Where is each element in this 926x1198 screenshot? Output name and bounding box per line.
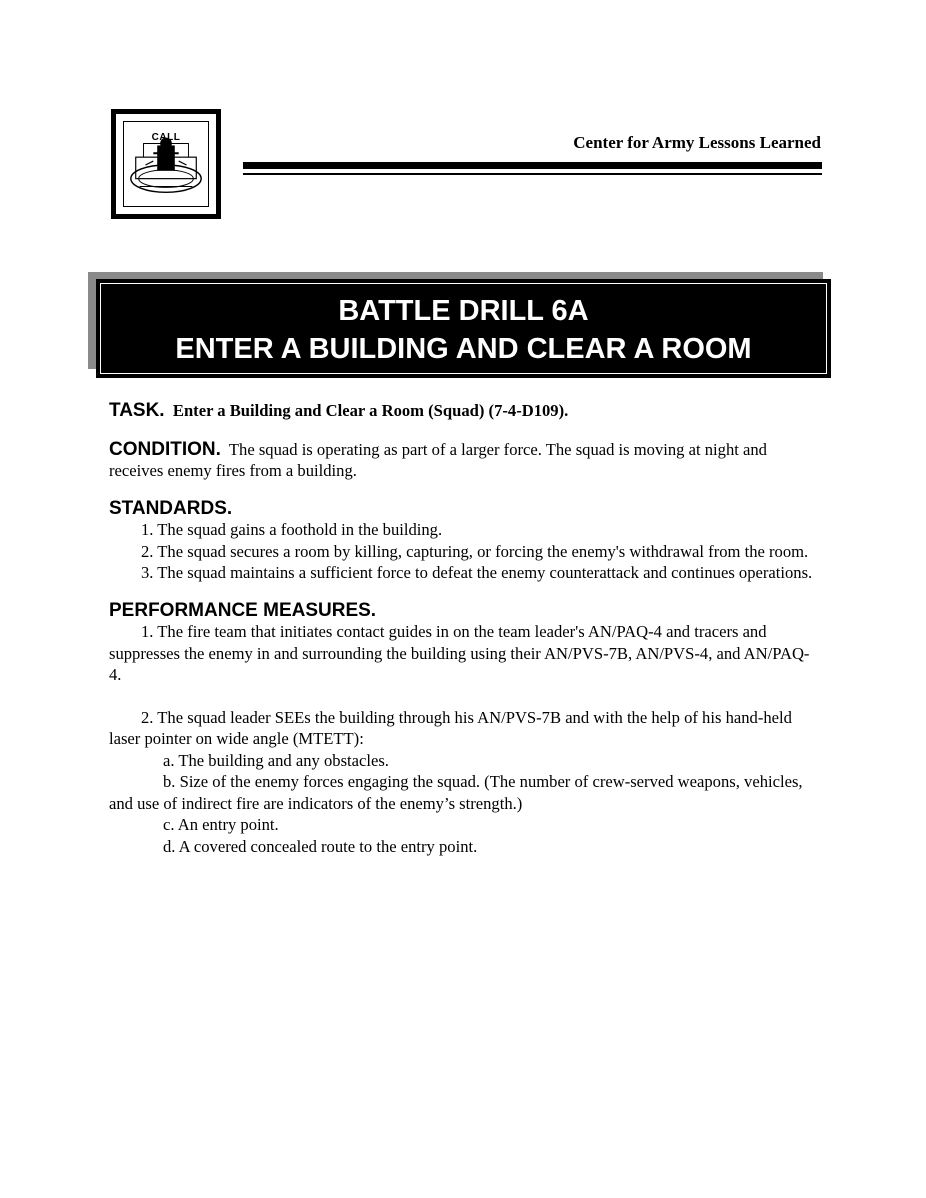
standards-item: 2. The squad secures a room by killing, capturing, or forcing the enemy's withdrawal from the room. (141, 541, 809, 561)
condition-text: The squad is operating as part of a larger force. The squad is moving at night and receives enemy fires from a building. (109, 439, 767, 480)
condition-heading: CONDITION. (109, 438, 221, 460)
condition-paragraph (109, 439, 819, 482)
title-banner (96, 279, 831, 378)
title-line-2: ENTER A BUILDING AND CLEAR A ROOM (175, 333, 752, 365)
call-logo (111, 109, 221, 219)
standards-heading: STANDARDS. (109, 497, 233, 519)
organization-name: Center for Army Lessons Learned (573, 133, 821, 152)
performance-subitem: a. The building and any obstacles. (163, 750, 389, 770)
performance-item-1: 1. The fire team that initiates contact guides in on the team leader's AN/PAQ-4 and tracers and suppresses the enemy in and surrounding the building using their AN/PVS-7B, AN/PVS-4, and AN/PAQ-4. (109, 622, 810, 684)
task-paragraph (109, 400, 819, 422)
standards-item: 3. The squad maintains a sufficient force to defeat the enemy counterattack and continues operations. (141, 563, 813, 582)
call-emblem (123, 121, 209, 207)
task-text: Enter a Building and Clear a Room (Squad) (7-4-D109). (172, 401, 569, 420)
document-body (109, 400, 819, 857)
header-rule-thick (243, 162, 822, 169)
logo-call-text: CALL (151, 132, 181, 143)
performance-subitem: c. An entry point. (163, 815, 279, 834)
performance-subitem: d. A covered concealed route to the entry point. (163, 836, 478, 856)
task-heading: TASK. (109, 400, 165, 421)
performance-subitem: b. Size of the enemy forces engaging the squad. (The number of crew-served weapons, vehicles, and use of indirect fire are indicators of the enemy’s strength.) (109, 772, 803, 813)
header-rule-thin (243, 173, 822, 175)
performance-heading: PERFORMANCE MEASURES. (109, 599, 377, 621)
performance-item-2: 2. The squad leader SEEs the building through his AN/PVS-7B and with the help of his hand-held laser pointer on wide angle (MTETT): (109, 707, 792, 748)
title-line-1: BATTLE DRILL 6A (338, 295, 589, 327)
standards-item: 1. The squad gains a foothold in the building. (141, 520, 443, 539)
